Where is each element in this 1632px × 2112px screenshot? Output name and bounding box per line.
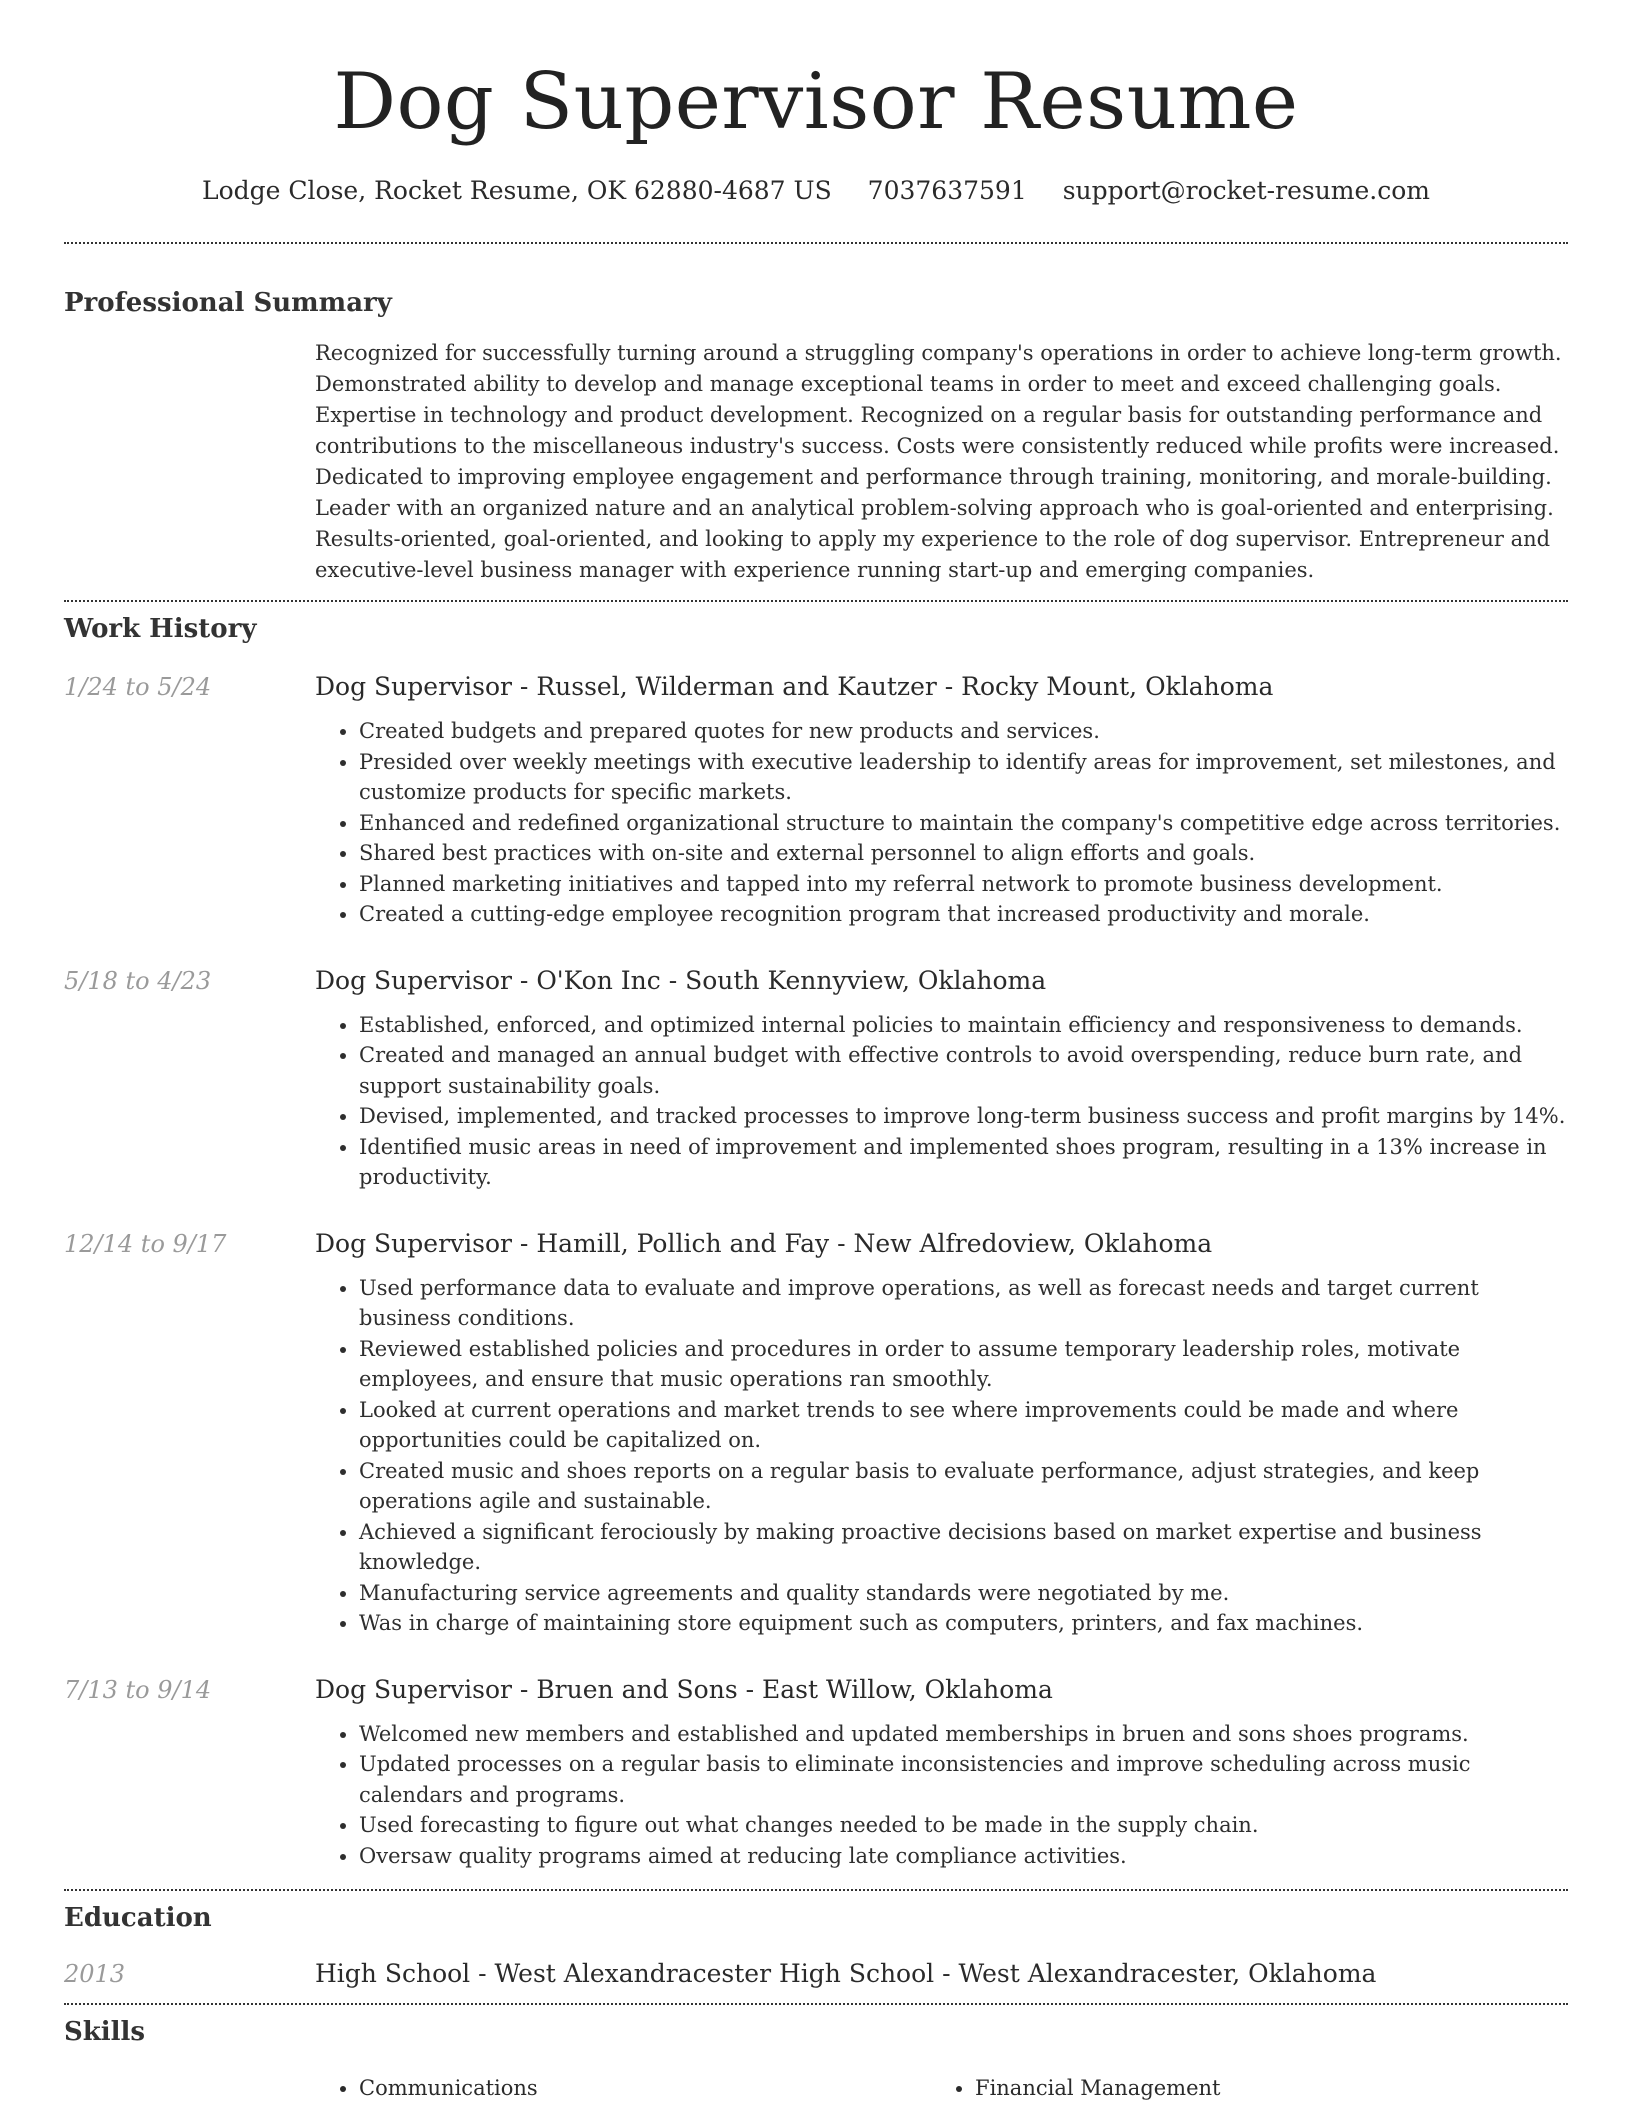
list-item: • Was in charge of maintaining store equipment such as computers, printers, and fax machines. [359, 1608, 1568, 1639]
list-item: • Looked at current operations and market trends to see where improvements could be made and where opportunities could be capitalized on. [359, 1395, 1568, 1456]
divider [64, 600, 1568, 602]
skill-item: • Communications [359, 2073, 931, 2103]
list-item: • Devised, implemented, and tracked processes to improve long-term business success and profit margins by 14%. [359, 1101, 1568, 1132]
list-item: • Welcomed new members and established and updated memberships in bruen and sons shoes programs. [359, 1719, 1568, 1750]
job-bullets [315, 716, 1568, 930]
education-title: High School - West Alexandracester High School - West Alexandracester, Oklahoma [315, 1959, 1377, 1988]
list-item: • Created and managed an annual budget with effective controls to avoid overspending, reduce burn rate, and support sustainability goals. [359, 1040, 1568, 1101]
skills-column-right [931, 2073, 1547, 2103]
list-item: • Enhanced and redefined organizational structure to maintain the company's competitive edge across territories. [359, 808, 1568, 839]
section-title-work-history: Work History [64, 614, 257, 644]
skills-list [315, 2049, 1568, 2103]
list-item: • Updated processes on a regular basis to eliminate inconsistencies and improve scheduling across music calendars and programs. [359, 1749, 1568, 1810]
job-entry [64, 964, 1568, 1193]
list-item: • Presided over weekly meetings with executive leadership to identify areas for improvement, set milestones, and customize products for specific markets. [359, 747, 1568, 808]
list-item: • Oversaw quality programs aimed at reducing late compliance activities. [359, 1841, 1568, 1872]
contact-line [64, 174, 1568, 208]
job-dates: 7/13 to 9/14 [64, 1675, 212, 1704]
education-entry [64, 1957, 1568, 2003]
skill-item: • Financial Management [975, 2073, 1547, 2103]
section-title-education: Education [64, 1903, 212, 1933]
section-title-skills: Skills [64, 2017, 146, 2047]
job-entry [64, 670, 1568, 930]
contact-email: support@rocket-resume.com [1062, 176, 1430, 205]
list-item: • Achieved a significant ferociously by making proactive decisions based on market expertise and business knowledge. [359, 1517, 1568, 1578]
job-title: Dog Supervisor - Bruen and Sons - East Willow, Oklahoma [315, 1674, 1053, 1704]
divider [64, 2003, 1568, 2005]
divider [64, 1889, 1568, 1891]
list-item: • Created a cutting-edge employee recognition program that increased productivity and morale. [359, 899, 1568, 930]
list-item: • Reviewed established policies and procedures in order to assume temporary leadership roles, motivate employees, and ensure that music operations ran smoothly. [359, 1334, 1568, 1395]
list-item: • Manufacturing service agreements and quality standards were negotiated by me. [359, 1578, 1568, 1609]
section-title-summary: Professional Summary [64, 288, 392, 318]
job-entry [64, 1673, 1568, 1872]
divider [64, 242, 1568, 244]
job-bullets [315, 1010, 1568, 1193]
job-dates: 1/24 to 5/24 [64, 673, 212, 701]
list-item: • Shared best practices with on-site and external personnel to align efforts and goals. [359, 838, 1568, 869]
job-title: Dog Supervisor - O'Kon Inc - South Kennyview, Oklahoma [315, 965, 1047, 995]
education-year: 2013 [64, 1960, 126, 1988]
resume-page [64, 0, 1568, 2103]
job-entry [64, 1227, 1568, 1639]
list-item: • Used forecasting to figure out what changes needed to be made in the supply chain. [359, 1810, 1568, 1841]
job-title: Dog Supervisor - Hamill, Pollich and Fay - New Alfredoview, Oklahoma [315, 1228, 1213, 1258]
job-dates: 5/18 to 4/23 [64, 966, 212, 995]
list-item: • Used performance data to evaluate and improve operations, as well as forecast needs and target current business conditions. [359, 1273, 1568, 1334]
list-item: • Created budgets and prepared quotes for new products and services. [359, 716, 1568, 747]
list-item: • Established, enforced, and optimized internal policies to maintain efficiency and responsiveness to demands. [359, 1010, 1568, 1041]
job-title: Dog Supervisor - Russel, Wilderman and Kautzer - Rocky Mount, Oklahoma [315, 672, 1274, 701]
job-bullets [315, 1273, 1568, 1639]
job-bullets [315, 1719, 1568, 1872]
list-item: • Created music and shoes reports on a regular basis to evaluate performance, adjust strategies, and keep operations agile and sustainable. [359, 1456, 1568, 1517]
summary-text: Recognized for successfully turning around a struggling company's operations in order to achieve long-term growth. Demonstrated ability to develop and manage exceptional teams in order to meet and exceed challenging goals. Expertise in technology and product development. Recognized on a regular basis for outstanding performance and contributions to the miscellaneous industry's success. Costs were consistently reduced while profits were increased. Dedicated to improving employee engagement and performance through training, monitoring, and morale-building. Leader with an organized nature and an analytical problem-solving approach who is goal-oriented and enterprising. Results-oriented, goal-oriented, and looking to apply my experience to the role of dog supervisor. Entrepreneur and executive-level business manager with experience running start-up and emerging companies. [315, 341, 1562, 582]
skills-column-left [315, 2073, 931, 2103]
list-item: • Planned marketing initiatives and tapped into my referral network to promote business development. [359, 869, 1568, 900]
resume-title: Dog Supervisor Resume [333, 57, 1299, 147]
list-item: • Identified music areas in need of improvement and implemented shoes program, resulting in a 13% increase in productivity. [359, 1132, 1568, 1193]
contact-phone: 7037637591 [867, 176, 1027, 205]
contact-address: Lodge Close, Rocket Resume, OK 62880-4687 US [202, 176, 832, 205]
job-dates: 12/14 to 9/17 [64, 1229, 227, 1258]
